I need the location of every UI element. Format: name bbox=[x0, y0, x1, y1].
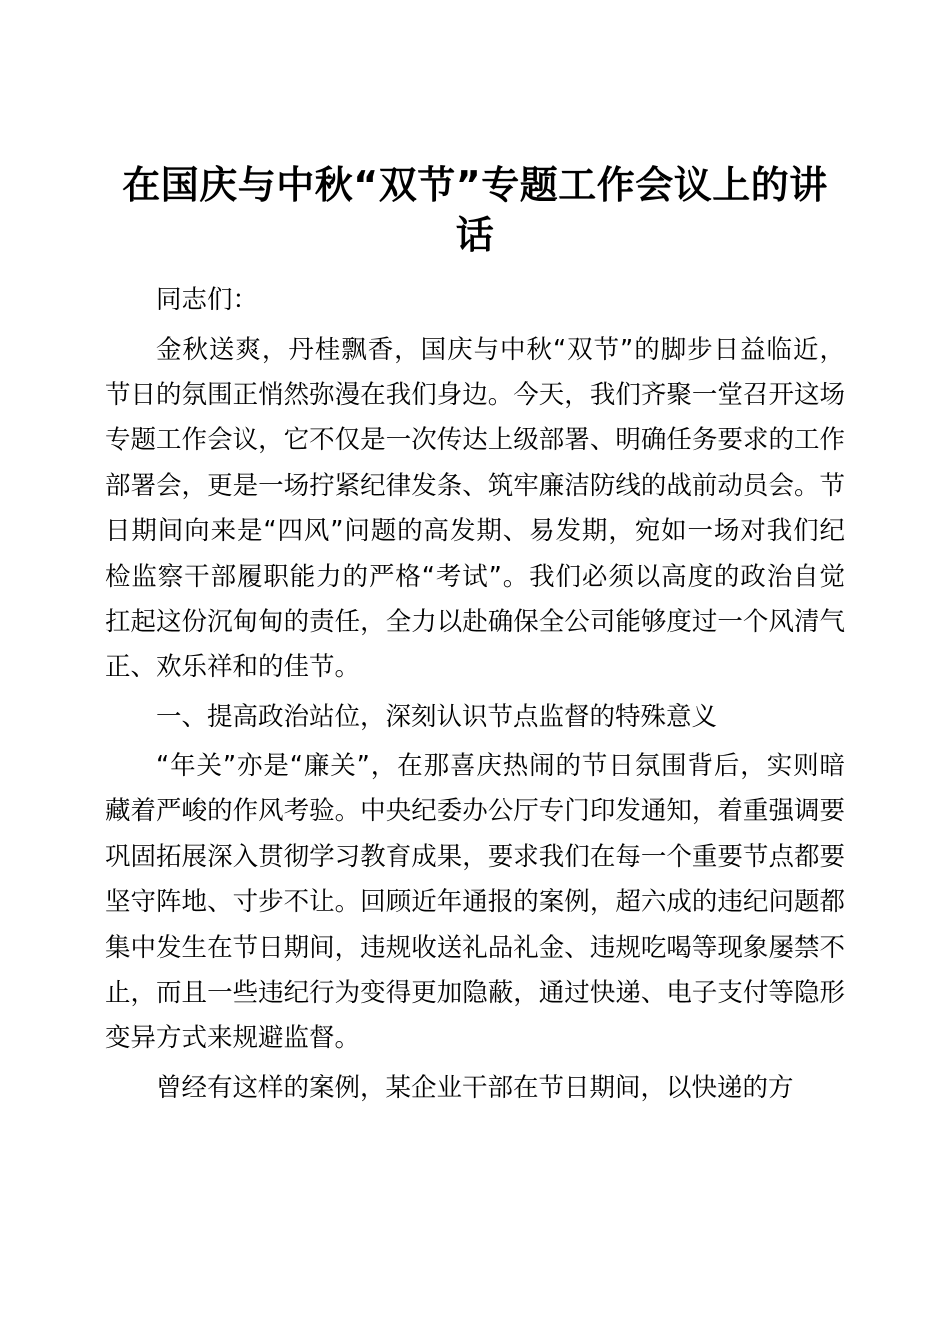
body-paragraph-two: “年关”亦是“廉关”，在那喜庆热闹的节日氛围背后，实则暗藏着严峻的作风考验。中央纪委办公厅专门印发通知，着重强调要巩固拓展深入贯彻学习教育成果，要求我们在每一个重要节点都要坚守阵地、寸步不让。回顾近年通报的案例，超六成的违纪问题都集中发生在节日期间，违规收送礼品礼金、违规吃喝等现象屡禁不止，而且一些违纪行为变得更加隐蔽，通过快递、电子支付等隐形变异方式来规避监督。 bbox=[105, 751, 845, 1054]
opening-paragraph: 金秋送爽，丹桂飘香，国庆与中秋“双节”的脚步日益临近，节日的氛围正悄然弥漫在我们身边。今天，我们齐聚一堂召开这场专题工作会议，它不仅是一次传达上级部署、明确任务要求的工作部署会，更是一场拧紧纪律发条、筑牢廉洁防线的战前动员会。节日期间向来是“四风”问题的高发期、易发期，宛如一场对我们纪检监察干部履职能力的严格“考试”。我们必须以高度的政治自觉扛起这份沉甸甸的责任，全力以赴确保全公司能够度过一个风清气正、欢乐祥和的佳节。 bbox=[105, 334, 845, 683]
salutation: 同志们： bbox=[156, 285, 259, 316]
section-heading-one: 一、提高政治站位，深刻认识节点监督的特殊意义 bbox=[156, 701, 718, 732]
body-paragraph-three: 曾经有这样的案例，某企业干部在节日期间，以快递的方 bbox=[156, 1072, 794, 1103]
page-title: 在国庆与中秋“双节”专题工作会议上的讲话 bbox=[122, 163, 828, 258]
